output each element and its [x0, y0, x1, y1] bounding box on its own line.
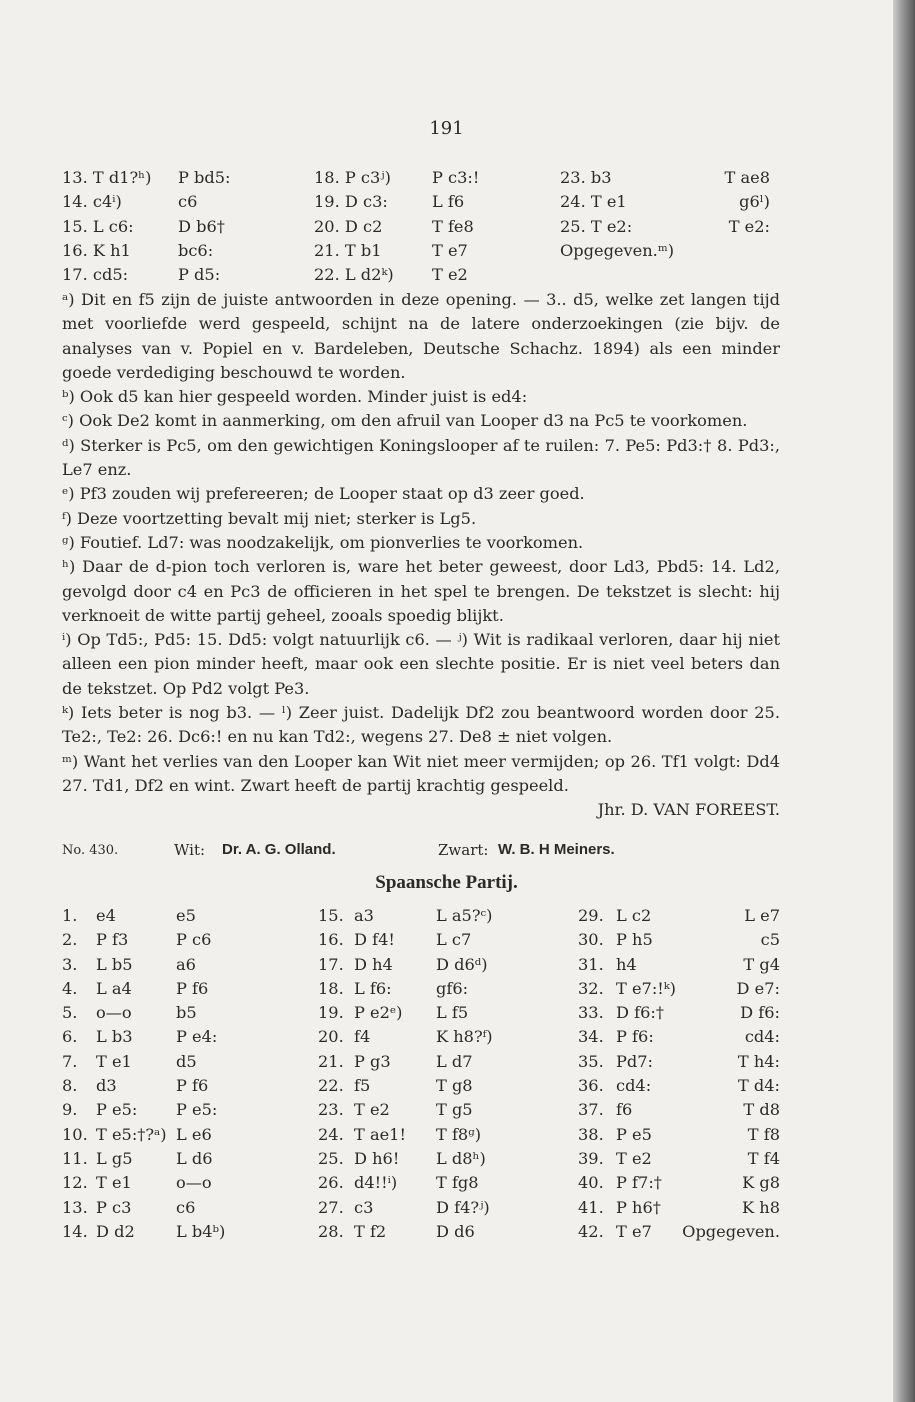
move-cell: P c6	[176, 930, 212, 950]
move-cell: 23.	[318, 1100, 344, 1120]
game-col1-white	[96, 904, 167, 1244]
move-cell: 15.	[318, 906, 344, 925]
page-edge	[893, 0, 915, 1402]
move-cell: 4.	[62, 978, 78, 998]
move-cell: 16.	[318, 930, 344, 950]
move-cell: 41.	[578, 1197, 604, 1217]
move-cell: K g8	[742, 1173, 780, 1193]
move-cell: T e7	[616, 1221, 652, 1241]
move-cell: e5	[176, 906, 196, 925]
move-cell	[680, 263, 770, 287]
move-cell: T fe8	[432, 216, 474, 236]
move-cell: D d6ᵈ)	[436, 954, 488, 974]
move-cell: gf6:	[436, 978, 469, 998]
move-cell: 29.	[578, 906, 604, 925]
move-cell: 17.	[318, 954, 344, 974]
move-cell: 20.	[318, 1027, 344, 1047]
move-cell: e4	[96, 906, 116, 925]
move-cell: 23. b3	[560, 168, 612, 187]
move-cell: K h8	[742, 1197, 780, 1217]
move-cell: 25.	[318, 1148, 344, 1168]
move-cell: T d4:	[737, 1076, 780, 1096]
move-cell: T f8ᵍ)	[436, 1124, 482, 1144]
note-g: ᵍ) Foutief. Ld7: was noodzakelijk, om pionverlies te voorkomen.	[62, 532, 584, 552]
move-cell: T ae8	[724, 168, 770, 187]
move-cell: T g5	[436, 1100, 473, 1120]
move-cell: L a5?ᶜ)	[436, 906, 493, 925]
move-cell: P e5:	[176, 1100, 218, 1120]
move-cell: d5	[176, 1051, 197, 1071]
white-label: Wit:	[174, 841, 206, 859]
move-cell: P bd5:	[178, 168, 231, 187]
move-cell: 42.	[578, 1221, 604, 1241]
move-cell: P h6†	[616, 1197, 661, 1217]
move-cell: f5	[354, 1076, 371, 1096]
move-cell: c6	[176, 1197, 196, 1217]
note-c: ᶜ) Ook De2 komt in aanmerking, om den afruil van Looper d3 na Pc5 te voorkomen.	[62, 411, 748, 431]
move-cell: 14. c4ⁱ)	[62, 192, 122, 212]
move-cell: P f6	[176, 1076, 209, 1096]
note-i: ⁱ) Op Td5:, Pd5: 15. Dd5: volgt natuurlijk c6. — ʲ) Wit is radikaal verloren, daar hij niet alleen een pion minder heeft, maar ook een slechte positie. Er is niet veel beters dan de tekstzet. Op Pd2 volgt Pe3.	[62, 630, 780, 698]
move-cell: bc6:	[178, 240, 214, 260]
move-cell: P d5:	[178, 265, 221, 285]
move-cell: K h8?ᶠ)	[436, 1027, 493, 1047]
move-cell: 12.	[62, 1173, 88, 1193]
move-cell: P c3	[96, 1197, 132, 1217]
move-cell: 18.	[318, 978, 344, 998]
move-cell: 7.	[62, 1051, 78, 1071]
move-cell: P f7:†	[616, 1173, 662, 1193]
top-moves-col5	[560, 166, 674, 287]
move-cell: 36.	[578, 1076, 604, 1096]
move-cell: 37.	[578, 1100, 604, 1120]
move-cell: L f6	[432, 192, 465, 212]
move-cell: 13.	[62, 1197, 88, 1217]
game-col1-numbers	[62, 904, 88, 1244]
note-a: ᵃ) Dit en f5 zijn de juiste antwoorden in deze opening. — 3.. d5, welke zet langen tijd met voorliefde werd gespeeld, schijnt na de latere onderzoekingen (zie bijv. de analyses van v. Popiel en v. Bardeleben, Deutsche Schachz. 1894) als een minder goede verdediging beschouwd te worden.	[62, 290, 780, 382]
move-cell: P c3:!	[432, 168, 480, 187]
game-number: No. 430.	[62, 843, 119, 858]
move-cell: T e2	[354, 1100, 390, 1120]
move-cell: c3	[354, 1197, 374, 1217]
move-cell: T e7:!ᵏ)	[616, 978, 676, 998]
move-cell: o—o	[96, 1003, 132, 1023]
annotations	[62, 288, 780, 823]
move-cell: P h5	[616, 930, 653, 950]
move-cell: f6	[616, 1100, 633, 1120]
move-cell: Pd7:	[616, 1051, 654, 1071]
move-cell: 5.	[62, 1003, 78, 1023]
move-cell: T ae1!	[354, 1124, 406, 1144]
move-cell: 38.	[578, 1124, 604, 1144]
move-cell: 22. L d2ᵏ)	[314, 265, 394, 285]
move-cell: a6	[176, 954, 196, 974]
move-cell: 2.	[62, 930, 78, 950]
note-m: ᵐ) Want het verlies van den Looper kan Wit niet meer vermijden; op 26. Tf1 volgt: Dd4 27. Td1, Df2 en wint. Zwart heeft de partij krachtig gespeeld.	[62, 751, 780, 795]
move-cell: T e2:	[728, 216, 770, 236]
move-cell: L b3	[96, 1027, 133, 1047]
move-cell: P f6	[176, 978, 209, 998]
move-cell: 35.	[578, 1051, 604, 1071]
move-cell: P g3	[354, 1051, 391, 1071]
move-cell: 9.	[62, 1100, 78, 1120]
move-cell: h4	[616, 954, 637, 974]
move-cell: T f8	[747, 1124, 780, 1144]
note-k: ᵏ) Iets beter is nog b3. — ˡ) Zeer juist. Dadelijk Df2 zou beantwoord worden door 25. Te2:, Te2: 26. Dc6:! en nu kan Td2:, wegens 27. De8 ± niet volgen.	[62, 703, 780, 747]
move-cell: d4!!ⁱ)	[354, 1173, 398, 1193]
move-cell: D h6!	[354, 1148, 400, 1168]
move-cell: 32.	[578, 978, 604, 998]
move-cell: o—o	[176, 1173, 212, 1193]
move-cell: P e5:	[96, 1100, 138, 1120]
move-cell: D d2	[96, 1221, 135, 1241]
move-cell: P f6:	[616, 1027, 654, 1047]
move-cell: T e2	[432, 265, 468, 285]
note-f: ᶠ) Deze voortzetting bevalt mij niet; sterker is Lg5.	[62, 508, 477, 528]
move-cell: 14.	[62, 1221, 88, 1241]
game-col2-white	[354, 904, 406, 1244]
move-cell: 26.	[318, 1173, 344, 1193]
move-cell: 27.	[318, 1197, 344, 1217]
move-cell: 31.	[578, 954, 604, 974]
top-moves-col6	[680, 166, 770, 287]
move-cell: 39.	[578, 1148, 604, 1168]
move-cell: L b5	[96, 954, 133, 974]
move-cell: 19.	[318, 1003, 344, 1023]
move-cell: L e7	[744, 906, 780, 925]
move-cell: 40.	[578, 1173, 604, 1193]
move-cell: T e7	[432, 240, 468, 260]
move-cell: c5	[760, 930, 780, 950]
move-cell: T g4	[743, 954, 780, 974]
game-col2-black	[436, 904, 493, 1244]
move-cell: 22.	[318, 1076, 344, 1096]
move-cell: 20. D c2	[314, 216, 383, 236]
move-cell: T e1	[96, 1051, 132, 1071]
note-d: ᵈ) Sterker is Pc5, om den gewichtigen Koningslooper af te ruilen: 7. Pe5: Pd3:† 8. Pd3:, Le7 enz.	[62, 435, 780, 480]
move-cell: P f3	[96, 930, 129, 950]
move-cell: 33.	[578, 1003, 604, 1023]
move-cell: L d8ʰ)	[436, 1148, 486, 1168]
move-cell: D f6:†	[616, 1003, 664, 1023]
move-cell: D f4!	[354, 930, 395, 950]
move-cell: cd4:	[744, 1027, 780, 1047]
move-cell: c6	[178, 192, 198, 212]
note-b: ᵇ) Ook d5 kan hier gespeeld worden. Minder juist is ed4:	[62, 387, 528, 407]
move-cell: L c2	[616, 906, 652, 925]
game-col3-white	[616, 904, 676, 1244]
move-cell: b5	[176, 1003, 197, 1023]
move-cell: Opgegeven.ᵐ)	[560, 240, 675, 260]
game-col2-numbers	[318, 904, 344, 1244]
page-number: 191	[429, 118, 464, 139]
move-cell: 24.	[318, 1124, 344, 1144]
move-cell: 25. T e2:	[560, 216, 633, 236]
move-cell	[560, 263, 674, 287]
move-cell: 8.	[62, 1076, 78, 1096]
note-h: ʰ) Daar de d-pion toch verloren is, ware het beter geweest, door Ld3, Pbd5: 14. Ld2, gevolgd door c4 en Pc3 de officieren in het spel te brengen. De tekstzet is slecht: hij verknoeit de witte partij geheel, zooals spoedig blijkt.	[62, 557, 780, 625]
move-cell: 6.	[62, 1027, 78, 1047]
game-col1-black	[176, 904, 225, 1244]
move-cell: T h4:	[737, 1051, 780, 1071]
move-cell: D d6	[436, 1221, 475, 1241]
move-cell: 24. T e1	[560, 192, 627, 212]
game-col3-numbers	[578, 904, 604, 1244]
top-moves-col1	[62, 166, 152, 287]
move-cell: Opgegeven.	[682, 1221, 780, 1241]
move-cell: 3.	[62, 954, 78, 974]
move-cell: 21.	[318, 1051, 344, 1071]
move-cell: D e7:	[736, 978, 780, 998]
move-cell: L a4	[96, 978, 132, 998]
move-cell: T d8	[743, 1100, 780, 1120]
move-cell: P e4:	[176, 1027, 218, 1047]
game-col3-black	[680, 904, 780, 1244]
move-cell: 19. D c3:	[314, 192, 388, 212]
note-e: ᵉ) Pf3 zouden wij prefereeren; de Looper staat op d3 zeer goed.	[62, 484, 585, 504]
move-cell: f4	[354, 1027, 371, 1047]
black-player: W. B. H Meiners.	[498, 841, 615, 858]
move-cell: d3	[96, 1076, 117, 1096]
move-cell: L d7	[436, 1051, 473, 1071]
move-cell: cd4:	[616, 1076, 652, 1096]
move-cell: 13. T d1?ʰ)	[62, 168, 152, 187]
signature: Jhr. D. VAN FOREEST.	[597, 800, 780, 820]
move-cell: 21. T b1	[314, 240, 382, 260]
move-cell: 1.	[62, 906, 78, 925]
move-cell: 17. cd5:	[62, 265, 129, 285]
move-cell: 15. L c6:	[62, 216, 134, 236]
move-cell: D f6:	[740, 1003, 780, 1023]
move-cell: L c7	[436, 930, 472, 950]
move-cell: T g8	[436, 1076, 473, 1096]
top-moves-col3	[314, 166, 394, 287]
move-cell: T fg8	[436, 1173, 479, 1193]
move-cell: 11.	[62, 1148, 88, 1168]
move-cell: P e2ᵉ)	[354, 1003, 403, 1023]
move-cell: D f4?ʲ)	[436, 1197, 490, 1217]
move-cell: T e2	[616, 1148, 652, 1168]
move-cell: L e6	[176, 1124, 212, 1144]
move-cell: L d6	[176, 1148, 213, 1168]
move-cell: T e1	[96, 1173, 132, 1193]
move-cell: T f4	[747, 1148, 780, 1168]
move-cell: L b4ᵇ)	[176, 1221, 226, 1241]
move-cell: 16. K h1	[62, 240, 131, 260]
top-moves-col2	[178, 166, 231, 287]
move-cell: g6ˡ)	[739, 192, 770, 212]
move-cell: D b6†	[178, 216, 225, 236]
move-cell: 10.	[62, 1124, 88, 1144]
black-label: Zwart:	[438, 841, 489, 859]
game-title: Spaansche Partij.	[375, 872, 518, 893]
move-cell: T e5:†?ᵃ)	[96, 1124, 167, 1144]
move-cell: a3	[354, 906, 374, 925]
move-cell: L f5	[436, 1003, 469, 1023]
move-cell: P e5	[616, 1124, 652, 1144]
move-cell: L f6:	[354, 978, 392, 998]
move-cell: 18. P c3ʲ)	[314, 168, 391, 187]
top-moves-col4	[432, 166, 479, 287]
move-cell: D h4	[354, 954, 393, 974]
white-player: Dr. A. G. Olland.	[222, 841, 336, 858]
move-cell: 30.	[578, 930, 604, 950]
move-cell	[680, 239, 770, 263]
move-cell: T f2	[354, 1221, 387, 1241]
move-cell: 28.	[318, 1221, 344, 1241]
move-cell: L g5	[96, 1148, 133, 1168]
move-cell: 34.	[578, 1027, 604, 1047]
